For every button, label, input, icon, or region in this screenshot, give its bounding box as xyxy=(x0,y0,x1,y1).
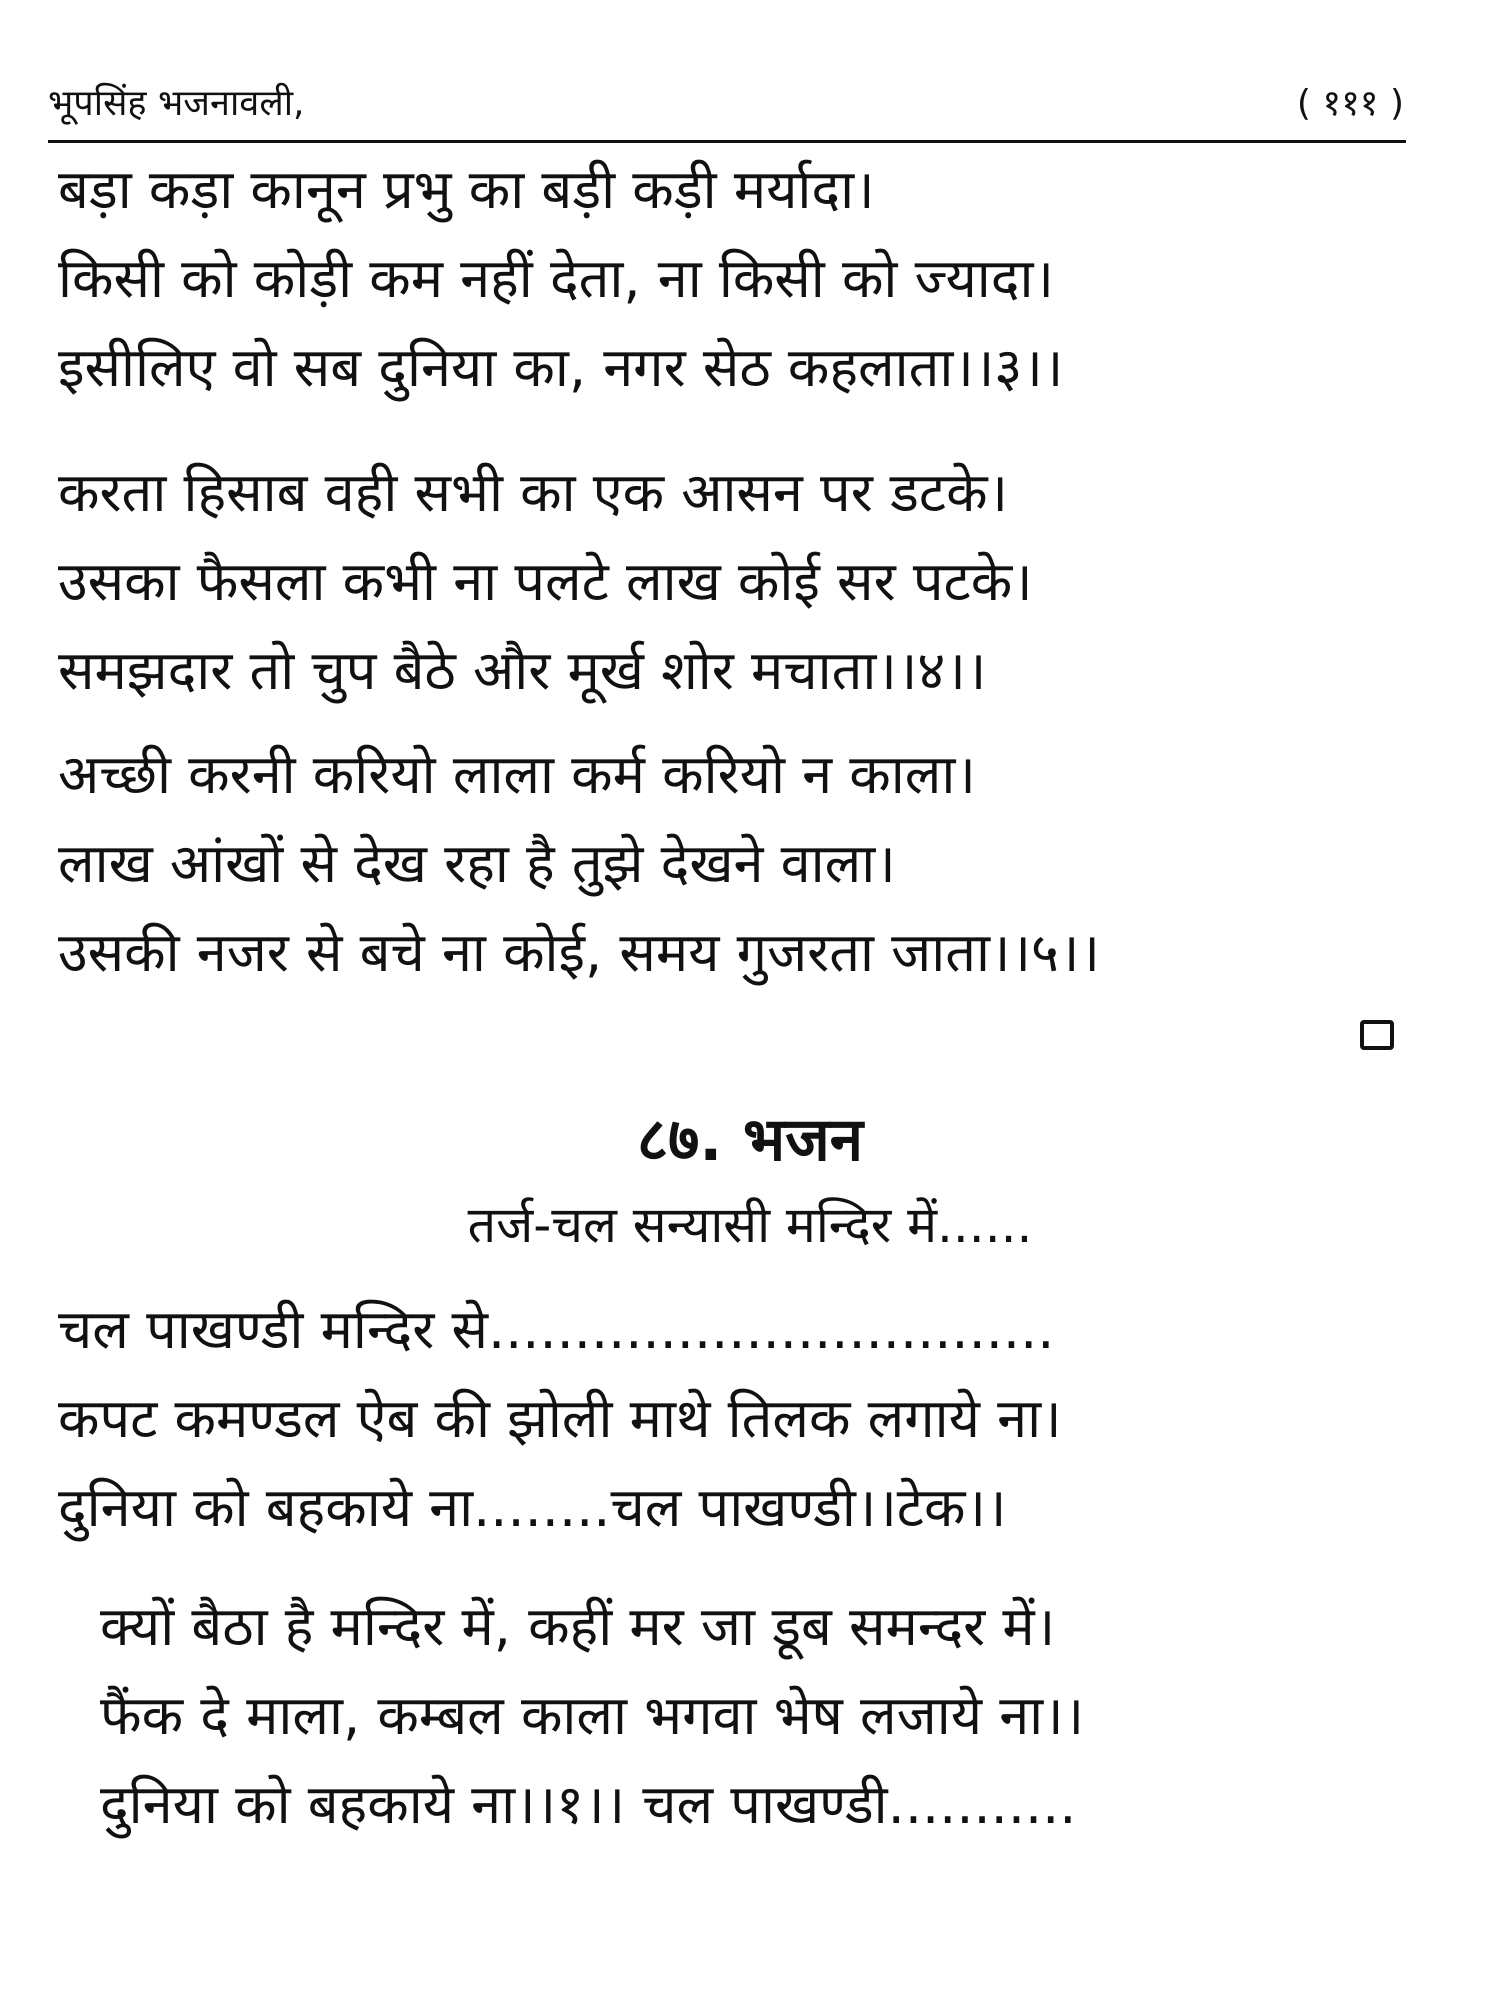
verse-line: उसका फैसला कभी ना पलटे लाख कोई सर पटके। xyxy=(58,550,1033,613)
stanza-1 xyxy=(100,1582,1420,1849)
stanza-4 xyxy=(58,448,1418,715)
verse-line: अच्छी करनी करियो लाला कर्म करियो न काला। xyxy=(58,743,976,806)
verse-line: दुनिया को बहकाये ना।।१।। चल पाखण्डी........... xyxy=(100,1773,1077,1836)
verse-line: इसीलिए वो सब दुनिया का, नगर सेठ कहलाता।।३।। xyxy=(58,336,1064,399)
verse-line: उसकी नजर से बचे ना कोई, समय गुजरता जाता।।५।। xyxy=(58,921,1100,984)
verse-line: किसी को कोड़ी कम नहीं देता, ना किसी को ज्यादा। xyxy=(58,247,1054,310)
verse-line: कपट कमण्डल ऐब की झोली माथे तिलक लगाये ना। xyxy=(58,1387,1062,1450)
tune-line: तर्ज-चल सन्यासी मन्दिर में...... xyxy=(467,1196,1033,1254)
page-number: ( १११ ) xyxy=(1296,83,1404,124)
verse-line: चल पाखण्डी मन्दिर से................................. xyxy=(58,1298,1055,1361)
stanza-5 xyxy=(58,730,1418,997)
bhajan-title: ८७. भजन xyxy=(636,1105,864,1175)
verse-line: लाख आंखों से देख रहा है तुझे देखने वाला। xyxy=(58,832,896,895)
verse-line: फैंक दे माला, कम्बल काला भगवा भेष लजाये ना।। xyxy=(100,1684,1085,1747)
verse-line: करता हिसाब वही सभी का एक आसन पर डटके। xyxy=(58,461,1009,524)
stanza-3 xyxy=(58,145,1418,412)
running-head: भूपसिंह भजनावली, xyxy=(48,83,305,124)
verse-line: क्यों बैठा है मन्दिर में, कहीं मर जा डूब समन्दर में। xyxy=(100,1595,1056,1658)
verse-line: समझदार तो चुप बैठे और मूर्ख शोर मचाता।।४।। xyxy=(58,639,987,702)
verse-line: बड़ा कड़ा कानून प्रभु का बड़ी कड़ी मर्यादा। xyxy=(58,158,875,221)
header-rule xyxy=(48,140,1406,143)
end-of-bhajan-square-icon xyxy=(1360,1020,1394,1050)
refrain xyxy=(58,1285,1418,1552)
verse-line: दुनिया को बहकाये ना........चल पाखण्डी।।टेक।। xyxy=(58,1476,1007,1539)
